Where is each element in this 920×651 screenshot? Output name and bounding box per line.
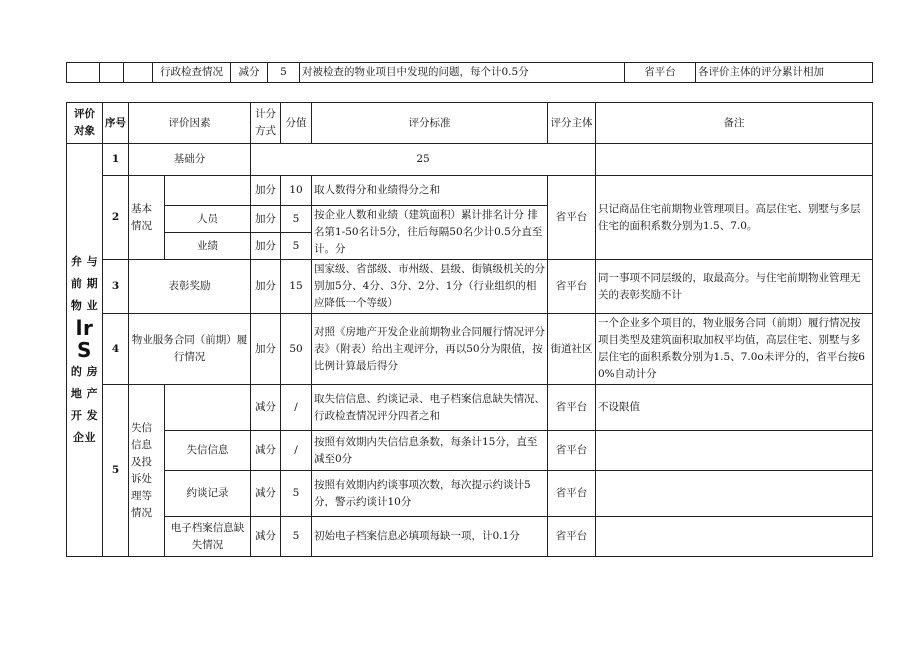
note-cell: 同一事项不同层级的，取最高分。与住宅前期物业管理无关的表彰奖励不计 bbox=[596, 260, 873, 314]
sub-factor-cell: 约谈记录 bbox=[165, 471, 251, 517]
score-cell: 5 bbox=[281, 517, 312, 557]
mode-cell: 加分 bbox=[251, 233, 281, 260]
mode-cell: 减分 bbox=[251, 385, 281, 431]
seq-cell: 2 bbox=[103, 176, 129, 260]
evaluation-table bbox=[66, 102, 873, 557]
subject-cell: 省平台 bbox=[548, 431, 596, 471]
mode-cell: 减分 bbox=[251, 471, 281, 517]
sub-factor-cell: 人员 bbox=[165, 206, 251, 233]
seq-cell: 4 bbox=[103, 314, 129, 385]
empty-cell bbox=[124, 63, 153, 83]
object-line: 地 产 bbox=[70, 387, 99, 400]
mode-cell: 减分 bbox=[251, 431, 281, 471]
standard-cell: 国家级、省部级、市州级、县级、街镇级机关的分别加5分、4分、3分、2分、1分（行业组织的相应降低一个等级） bbox=[312, 260, 548, 314]
standard-cell: 按照有效期内失信信息条数，每条计15分，直至减至0分 bbox=[312, 431, 548, 471]
top-continuation-table bbox=[66, 62, 873, 83]
sub-factor-cell: 电子档案信息缺失情况 bbox=[165, 517, 251, 557]
table-row bbox=[67, 176, 873, 206]
subject-cell: 省平台 bbox=[625, 63, 696, 83]
seq-cell: 5 bbox=[103, 385, 129, 557]
score-cell: 5 bbox=[281, 471, 312, 517]
mode-cell: 减分 bbox=[251, 517, 281, 557]
subject-cell: 街道社区 bbox=[548, 314, 596, 385]
table-row bbox=[67, 63, 873, 83]
header-note: 备注 bbox=[596, 103, 873, 144]
empty-cell bbox=[100, 63, 124, 83]
table-row bbox=[67, 260, 873, 314]
seq-cell: 1 bbox=[103, 144, 129, 176]
factor-cell: 基础分 bbox=[129, 144, 251, 176]
note-cell: 只记商品住宅前期物业管理项目。高层住宅、别墅与多层住宅的面积系数分别为1.5、7.0。 bbox=[596, 176, 873, 260]
object-line: 开 发 bbox=[70, 409, 99, 422]
score-cell: 5 bbox=[281, 206, 312, 233]
mode-cell: 加分 bbox=[251, 314, 281, 385]
note-cell: 一个企业多个项目的，物业服务合同（前期）履行情况按项目类型及建筑面积取加权平均值，高层住宅、别墅与多层住宅的面积系数分别为1.5、7.0o未评分的，省平台按60%自动计分 bbox=[596, 314, 873, 385]
sub-factor-cell: 业绩 bbox=[165, 233, 251, 260]
header-seq: 序号 bbox=[103, 103, 129, 144]
standard-cell: 取人数得分和业绩得分之和 bbox=[312, 176, 548, 206]
object-line: 物 业 bbox=[70, 299, 99, 312]
header-object: 评价对象 bbox=[67, 103, 103, 144]
factor-cell: 失信信息及投诉处理等情况 bbox=[129, 385, 165, 557]
empty-cell bbox=[67, 63, 100, 83]
standard-cell: 按企业人数和业绩（建筑面积）累计排名计分 排名第1-50名计5分，往后每隔50名少计0.5分直至计。分 bbox=[312, 206, 548, 260]
object-line: 企业 bbox=[73, 431, 96, 444]
standard-cell: 初始电子档案信息必填项每缺一项，计0.1分 bbox=[312, 517, 548, 557]
sub-factor-cell: 失信信息 bbox=[165, 431, 251, 471]
mode-cell: 加分 bbox=[251, 206, 281, 233]
header-row bbox=[67, 103, 873, 144]
item-cell: 行政检查情况 bbox=[153, 63, 231, 83]
table-row bbox=[67, 517, 873, 557]
note-cell: 各评价主体的评分累计相加 bbox=[696, 63, 873, 83]
table-row bbox=[67, 431, 873, 471]
note-cell bbox=[596, 517, 873, 557]
factor-cell: 表彰奖励 bbox=[129, 260, 251, 314]
sub-factor-cell bbox=[165, 176, 251, 206]
sub-factor-cell bbox=[165, 385, 251, 431]
table-row bbox=[67, 314, 873, 385]
score-cell: 50 bbox=[281, 314, 312, 385]
header-score: 分值 bbox=[281, 103, 312, 144]
standard-cell: 取失信信息、约谈记录、电子档案信息缺失情况、行政检查情况评分四者之和 bbox=[312, 385, 548, 431]
standard-cell: 对照《房地产开发企业前期物业合同履行情况评分表》（附表）给出主观评分，再以50分为限值，按比例计算最后得分 bbox=[312, 314, 548, 385]
object-line: lrS bbox=[75, 316, 94, 362]
subject-cell: 省平台 bbox=[548, 385, 596, 431]
object-line: 前 期 bbox=[70, 277, 99, 290]
note-cell bbox=[596, 471, 873, 517]
subject-cell: 省平台 bbox=[548, 260, 596, 314]
note-cell: 不设限值 bbox=[596, 385, 873, 431]
evaluation-object-cell bbox=[67, 144, 103, 557]
subject-cell: 省平台 bbox=[548, 471, 596, 517]
mode-cell: 加分 bbox=[251, 176, 281, 206]
standard-cell: 按照有效期内约谈事项次数，每次提示约谈计5分，警示约谈计10分 bbox=[312, 471, 548, 517]
note-cell bbox=[596, 431, 873, 471]
table-row bbox=[67, 385, 873, 431]
mode-cell: 减分 bbox=[231, 63, 268, 83]
score-cell: 5 bbox=[281, 233, 312, 260]
table-row bbox=[67, 144, 873, 176]
mode-cell: 加分 bbox=[251, 260, 281, 314]
object-line: 的 房 bbox=[70, 365, 99, 378]
header-mode: 计分方式 bbox=[251, 103, 281, 144]
header-subject: 评分主体 bbox=[548, 103, 596, 144]
header-factor: 评价因素 bbox=[129, 103, 251, 144]
note-cell bbox=[596, 144, 873, 176]
subject-cell: 省平台 bbox=[548, 517, 596, 557]
score-cell: 25 bbox=[251, 144, 596, 176]
score-cell: 5 bbox=[268, 63, 300, 83]
score-cell: 15 bbox=[281, 260, 312, 314]
factor-cell: 物业服务合同（前期）履行情况 bbox=[129, 314, 251, 385]
seq-cell: 3 bbox=[103, 260, 129, 314]
object-line: 弁 与 bbox=[70, 255, 99, 268]
score-cell: 10 bbox=[281, 176, 312, 206]
subject-cell: 省平台 bbox=[548, 176, 596, 260]
factor-cell: 基本情况 bbox=[129, 176, 165, 260]
table-row bbox=[67, 471, 873, 517]
score-cell: / bbox=[281, 385, 312, 431]
header-standard: 评分标准 bbox=[312, 103, 548, 144]
standard-cell: 对被检查的物业项目中发现的问题，每个计0.5分 bbox=[300, 63, 625, 83]
score-cell: / bbox=[281, 431, 312, 471]
